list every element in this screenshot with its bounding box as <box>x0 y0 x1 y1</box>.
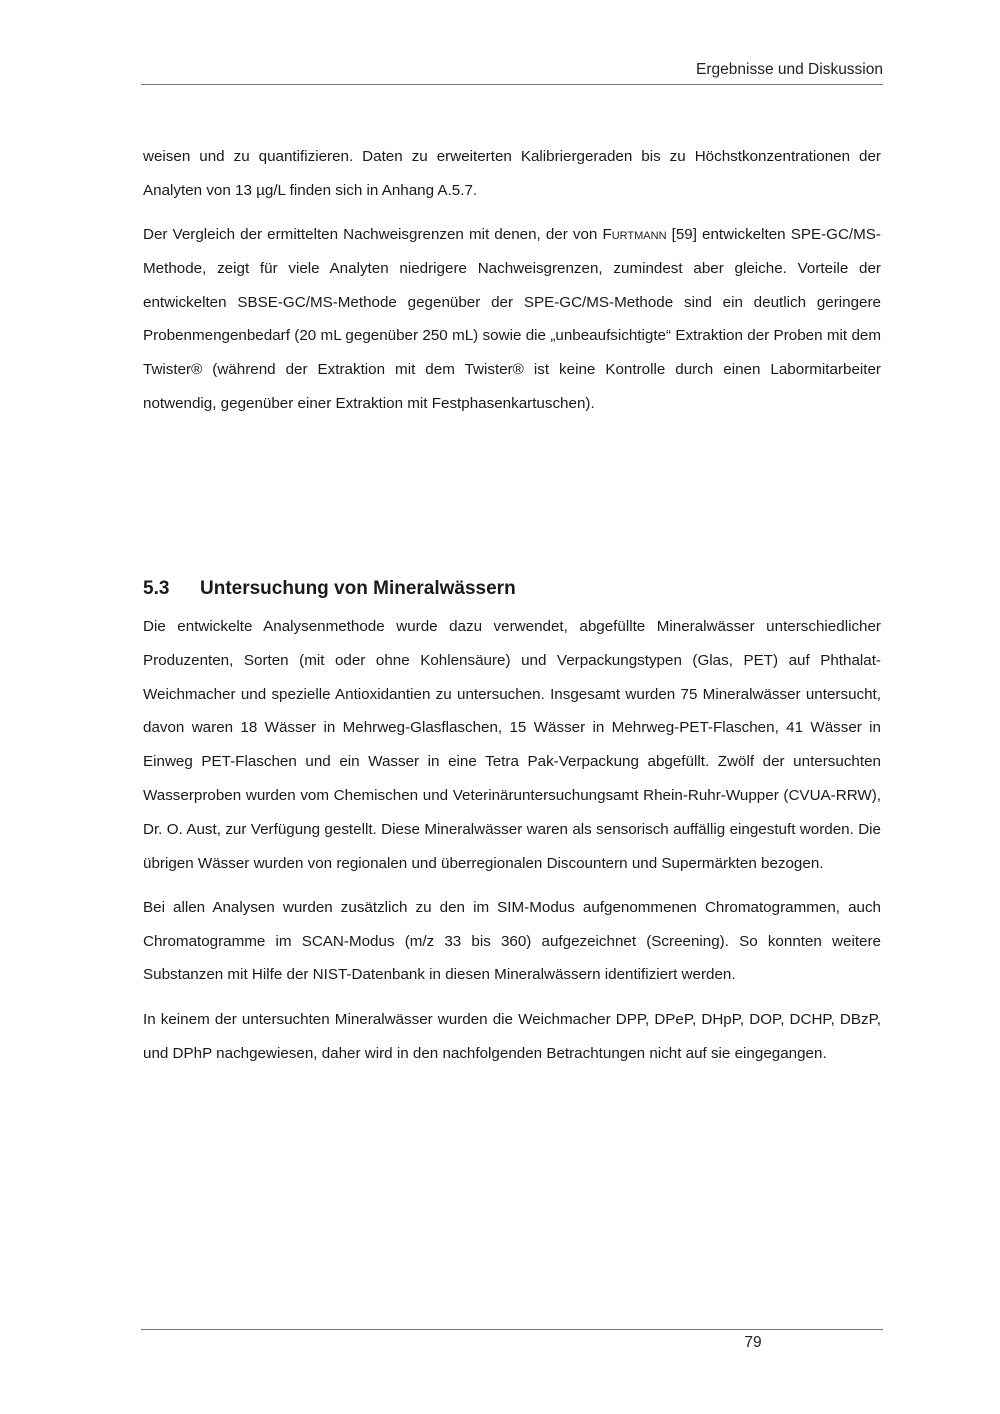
page-number: 79 <box>744 1334 762 1351</box>
running-header: Ergebnisse und Diskussion <box>696 61 883 78</box>
section-number: 5.3 <box>143 578 170 599</box>
paragraph-plasticizers: In keinem der untersuchten Mineralwässer wurden die Weichmacher DPP, DPeP, DHpP, DOP, DCHP, DBzP, und DPhP nachgewiesen, daher wird in den nachfolgenden Betrachtungen nicht auf sie eingegangen. <box>143 1010 881 1062</box>
footer-rule <box>141 1329 883 1330</box>
paragraph-comparison <box>143 218 881 421</box>
paragraph-continuation: weisen und zu quantifizieren. Daten zu erweiterten Kalibriergeraden bis zu Höchstkonzentrationen der Analyten von 13 µg/L finden sich in Anhang A.5.7. <box>143 148 881 199</box>
paragraph-text: [59] entwickelten SPE-GC/MS-Methode, zeigt für viele Analyten niedrigere Nachweisgrenzen, zumindest aber gleiche. Vorteile der entwickelten SBSE-GC/MS-Methode gegenüber der SPE-GC/MS-Methode sind ein deutlich geringere Probenmengenbedarf (20 mL gegenüber 250 mL) sowie die „unbeaufsichtigte“ Extraktion der Proben mit dem Twister® (während der Extraktion mit dem Twister® ist keine Kontrolle durch einen Labormitarbeiter notwendig, gegenüber einer Extraktion mit Festphasenkartuschen). <box>143 226 881 413</box>
body-text-top <box>143 140 881 431</box>
body-text-section <box>143 610 881 1081</box>
author-name: Furtmann <box>602 226 667 244</box>
paragraph-screening: Bei allen Analysen wurden zusätzlich zu den im SIM-Modus aufgenommenen Chromatogrammen, auch Chromatogramme im SCAN-Modus (m/z 33 bis 360) aufgezeichnet (Screening). So konnten weitere Substanzen mit Hilfe der NIST-Datenbank in diesen Mineralwässern identifiziert werden. <box>143 898 881 984</box>
header-rule <box>141 84 883 85</box>
section-heading <box>143 576 881 602</box>
section-title: Untersuchung von Mineralwässern <box>200 578 516 599</box>
paragraph-text: Der Vergleich der ermittelten Nachweisgrenzen mit denen, der von <box>143 226 603 244</box>
paragraph-method: Die entwickelte Analysenmethode wurde dazu verwendet, abgefüllte Mineralwässer unterschiedlicher Produzenten, Sorten (mit oder ohne Kohlensäure) und Verpackungstypen (Glas, PET) auf Phthalat-Weichmacher und spezielle Antioxidantien zu untersuchen. Insgesamt wurden 75 Mineralwässer untersucht, davon waren 18 Wässer in Mehrweg-Glasflaschen, 15 Wässer in Mehrweg-PET-Flaschen, 41 Wässer in Einweg PET-Flaschen und ein Wasser in eine Tetra Pak-Verpackung abgefüllt. Zwölf der untersuchten Wasserproben wurden vom Chemischen und Veterinäruntersuchungsamt Rhein-Ruhr-Wupper (CVUA-RRW), Dr. O. Aust, zur Verfügung gestellt. Diese Mineralwässer waren als sensorisch auffällig eingestuft worden. Die übrigen Wässer wurden von regionalen und überregionalen Discountern und Supermärkten bezogen. <box>143 618 881 872</box>
